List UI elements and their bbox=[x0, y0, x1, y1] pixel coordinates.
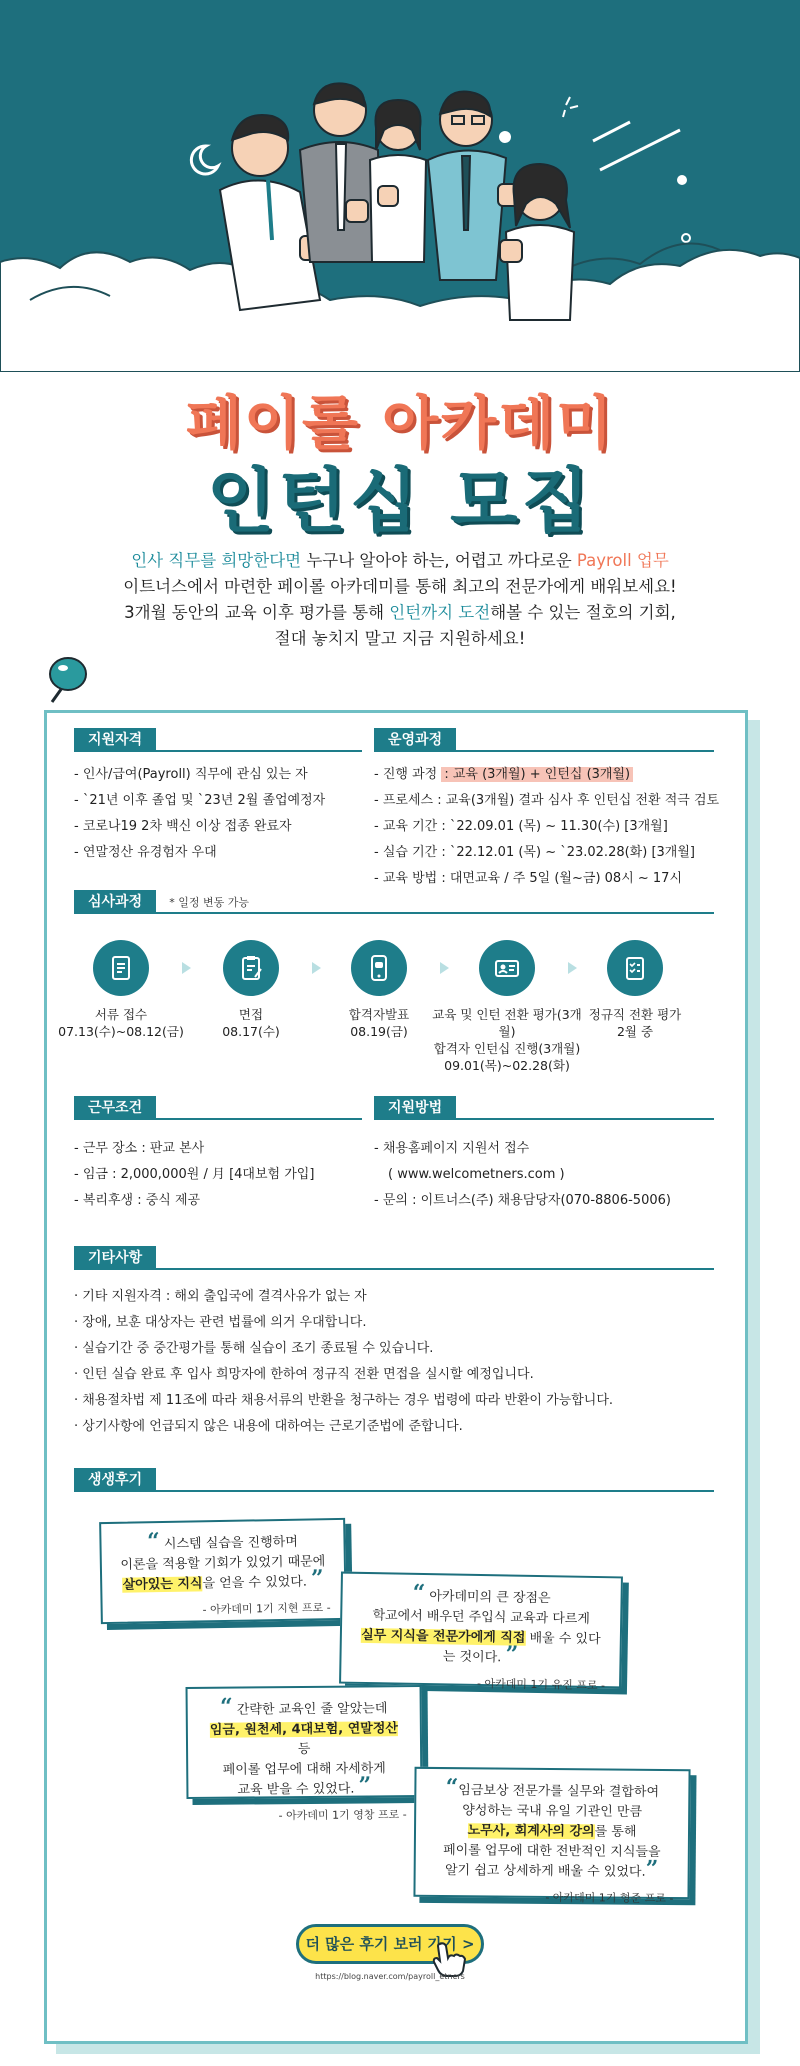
review-highlight: 실무 지식을 전문가에게 직접 bbox=[361, 1627, 526, 1646]
list-item: - `21년 이후 졸업 및 `23년 2월 졸업예정자 bbox=[74, 788, 374, 814]
section-reviews bbox=[74, 1468, 714, 1492]
review-card bbox=[186, 1685, 423, 1823]
intro-text-5: 절대 놓치지 말고 지금 지원하세요! bbox=[274, 629, 526, 648]
list-item: - 코로나19 2차 백신 이상 접종 완료자 bbox=[74, 814, 374, 840]
review-text: 시스템 실습을 진행하며 bbox=[163, 1534, 298, 1553]
review-text: 배울 수 있다는 것이다. bbox=[442, 1630, 601, 1666]
section-title: 근무조건 bbox=[74, 1096, 156, 1120]
review-text: 아카데미의 큰 장점은 bbox=[429, 1589, 551, 1607]
step-label: 합격자발표 bbox=[348, 1007, 410, 1022]
list-item: · 인턴 실습 완료 후 입사 희망자에 한하여 정규직 전환 면접을 실시할 예정입니다. bbox=[74, 1362, 714, 1388]
review-text: 교육 받을 수 있었다. bbox=[237, 1781, 355, 1798]
section-title: 심사과정 bbox=[74, 890, 156, 914]
list-item: - 프로세스 : 교육(3개월) 결과 심사 후 인턴십 전환 적극 검토 bbox=[374, 788, 734, 814]
section-title: 생생후기 bbox=[74, 1468, 156, 1492]
review-author: - 아카데미 1기 유진 프로 - bbox=[476, 1676, 606, 1693]
more-reviews-button[interactable]: 더 많은 후기 보러 가기 > bbox=[296, 1924, 484, 1964]
section-work-conditions bbox=[74, 1096, 362, 1120]
etc-list bbox=[74, 1284, 714, 1440]
step-date: 09.01(목)~02.28(화) bbox=[444, 1058, 570, 1073]
list-item: · 실습기간 중 중간평가를 통해 실습이 조기 종료될 수 있습니다. bbox=[74, 1336, 714, 1362]
course-value: : 교육 (3개월) + 인턴십 (3개월) bbox=[441, 767, 633, 782]
review-text: 알기 쉽고 상세하게 배울 수 있었다. bbox=[444, 1863, 646, 1880]
list-item: - 인사/급여(Payroll) 직무에 관심 있는 자 bbox=[74, 762, 374, 788]
course-label: 진행 과정 bbox=[382, 767, 442, 782]
intro-text-3: 3개월 동안의 교육 이후 평가를 통해 bbox=[124, 603, 390, 622]
list-item: - 복리후생 : 중식 제공 bbox=[74, 1188, 374, 1214]
list-item: · 장애, 보훈 대상자는 관련 법률에 의거 우대합니다. bbox=[74, 1310, 714, 1336]
quote-close-icon: ” bbox=[505, 1641, 519, 1668]
quote-open-icon: “ bbox=[219, 1693, 233, 1720]
pushpin-icon bbox=[38, 652, 94, 712]
section-qualifications bbox=[74, 728, 362, 752]
document-icon bbox=[93, 940, 149, 996]
quote-open-icon: “ bbox=[146, 1528, 161, 1555]
contact-info: - 문의 : 이트너스(주) 채용담당자(070-8806-5006) bbox=[374, 1188, 734, 1214]
phone-chat-icon bbox=[351, 940, 407, 996]
section-title: 지원방법 bbox=[374, 1096, 456, 1120]
section-etc bbox=[74, 1246, 714, 1270]
list-item: · 상기사항에 언급되지 않은 내용에 대하여는 근로기준법에 준합니다. bbox=[74, 1414, 714, 1440]
step-label: 교육 및 인턴 전환 평가(3개월) bbox=[432, 1007, 582, 1039]
section-title: 운영과정 bbox=[374, 728, 456, 752]
review-text: 양성하는 국내 유일 기관인 만큼 bbox=[462, 1803, 643, 1820]
review-text: 간략한 교육인 줄 알았는데 bbox=[236, 1701, 388, 1718]
quote-close-icon: ” bbox=[358, 1772, 372, 1799]
blog-url[interactable]: https://blog.naver.com/payroll_etners bbox=[315, 1972, 465, 1981]
list-item: - 채용홈페이지 지원서 접수 bbox=[374, 1136, 734, 1162]
review-text: 이론을 적용할 기회가 있었기 때문에 bbox=[120, 1554, 326, 1573]
list-item: - 교육 기간 : `22.09.01 (목) ~ 11.30(수) [3개월] bbox=[374, 814, 734, 840]
list-item: - 근무 장소 : 판교 본사 bbox=[74, 1136, 374, 1162]
review-highlight: 살아있는 지식 bbox=[122, 1576, 203, 1593]
review-author: - 아카데미 1기 지현 프로 - bbox=[202, 1601, 331, 1617]
process-step bbox=[46, 940, 196, 1040]
title-line-2: 인턴십 모집 bbox=[206, 460, 594, 542]
quote-close-icon: ” bbox=[310, 1565, 324, 1592]
review-text: 을 얻을 수 있었다. bbox=[202, 1574, 308, 1592]
step-label: 서류 접수 bbox=[94, 1007, 148, 1022]
process-step bbox=[560, 940, 710, 1040]
step-date: 08.17(수) bbox=[222, 1024, 280, 1039]
step-date: 2월 중 bbox=[616, 1024, 654, 1039]
review-text: 임금보상 전문가를 실무와 결합하여 bbox=[458, 1783, 660, 1800]
id-card-icon bbox=[479, 940, 535, 996]
list-item: - 연말정산 유경험자 우대 bbox=[74, 840, 374, 866]
review-text: 페이롤 업무에 대한 전반적인 지식들을 bbox=[443, 1843, 661, 1860]
step-date: 07.13(수)~08.12(금) bbox=[58, 1024, 184, 1039]
hero-illustration bbox=[0, 0, 800, 372]
review-card bbox=[339, 1572, 623, 1693]
review-card bbox=[413, 1767, 690, 1906]
quote-open-icon: “ bbox=[412, 1579, 426, 1607]
intro-text bbox=[0, 548, 800, 652]
review-text: 를 통해 bbox=[594, 1824, 637, 1840]
review-highlight: 임금, 원천세, 4대보험, 연말정산 bbox=[209, 1721, 399, 1738]
quote-close-icon: ” bbox=[645, 1855, 659, 1882]
step-detail: 합격자 인턴십 진행(3개월) bbox=[433, 1041, 581, 1056]
intro-text-4: 해볼 수 있는 절호의 기회, bbox=[490, 603, 676, 622]
intro-highlight-1: 인사 직무를 희망한다면 bbox=[131, 551, 302, 570]
intro-text-2: 이트너스에서 마련한 페이롤 아카데미를 통해 최고의 전문가에게 배워보세요! bbox=[123, 577, 677, 596]
list-item: - 임금 : 2,000,000원 / 月 [4대보험 가입] bbox=[74, 1162, 374, 1188]
review-author: - 아카데미 1기 형준 프로 - bbox=[545, 1890, 674, 1906]
step-date: 08.19(금) bbox=[350, 1024, 408, 1039]
apply-method-list bbox=[374, 1136, 734, 1214]
intro-highlight-2: Payroll 업무 bbox=[576, 551, 669, 570]
review-author: - 아카데미 1기 영창 프로 - bbox=[278, 1808, 407, 1823]
website-link[interactable]: ( www.welcometners.com ) bbox=[388, 1167, 565, 1182]
schedule-note: * 일정 변동 가능 bbox=[169, 895, 249, 909]
section-review-process bbox=[74, 890, 714, 914]
intro-highlight-3: 인턴까지 도전 bbox=[389, 603, 491, 622]
clipboard-pen-icon bbox=[223, 940, 279, 996]
step-label: 면접 bbox=[238, 1007, 264, 1022]
review-text: 학교에서 배우던 주입식 교육과 다르게 bbox=[372, 1608, 591, 1627]
section-operation bbox=[374, 728, 714, 752]
operation-list bbox=[374, 762, 734, 892]
list-item: - 실습 기간 : `22.12.01 (목) ~ `23.02.28(화) [3개월] bbox=[374, 840, 734, 866]
qualifications-list bbox=[74, 762, 374, 866]
section-title: 지원자격 bbox=[74, 728, 156, 752]
title-area bbox=[0, 388, 800, 544]
section-title: 기타사항 bbox=[74, 1246, 156, 1270]
review-card bbox=[99, 1518, 347, 1624]
intro-text-1: 누구나 알아야 하는, 어렵고 까다로운 bbox=[301, 551, 577, 570]
checklist-icon bbox=[607, 940, 663, 996]
quote-open-icon: “ bbox=[445, 1774, 459, 1801]
list-item: · 기타 지원자격 : 해외 출입국에 결격사유가 없는 자 bbox=[74, 1284, 714, 1310]
section-apply-method bbox=[374, 1096, 714, 1120]
work-conditions-list bbox=[74, 1136, 374, 1214]
title-line-1: 페이롤 아카데미 bbox=[185, 389, 615, 457]
review-text: 등 bbox=[297, 1741, 311, 1758]
review-text: 페이롤 업무에 대해 자세하게 bbox=[222, 1761, 386, 1778]
list-item: - 교육 방법 : 대면교육 / 주 5일 (월~금) 08시 ~ 17시 bbox=[374, 866, 734, 892]
list-item: · 채용절차법 제 11조에 따라 채용서류의 반환을 청구하는 경우 법령에 따라 반환이 가능합니다. bbox=[74, 1388, 714, 1414]
step-label: 정규직 전환 평가 bbox=[588, 1007, 682, 1022]
review-highlight: 노무사, 회계사의 강의 bbox=[467, 1823, 595, 1840]
